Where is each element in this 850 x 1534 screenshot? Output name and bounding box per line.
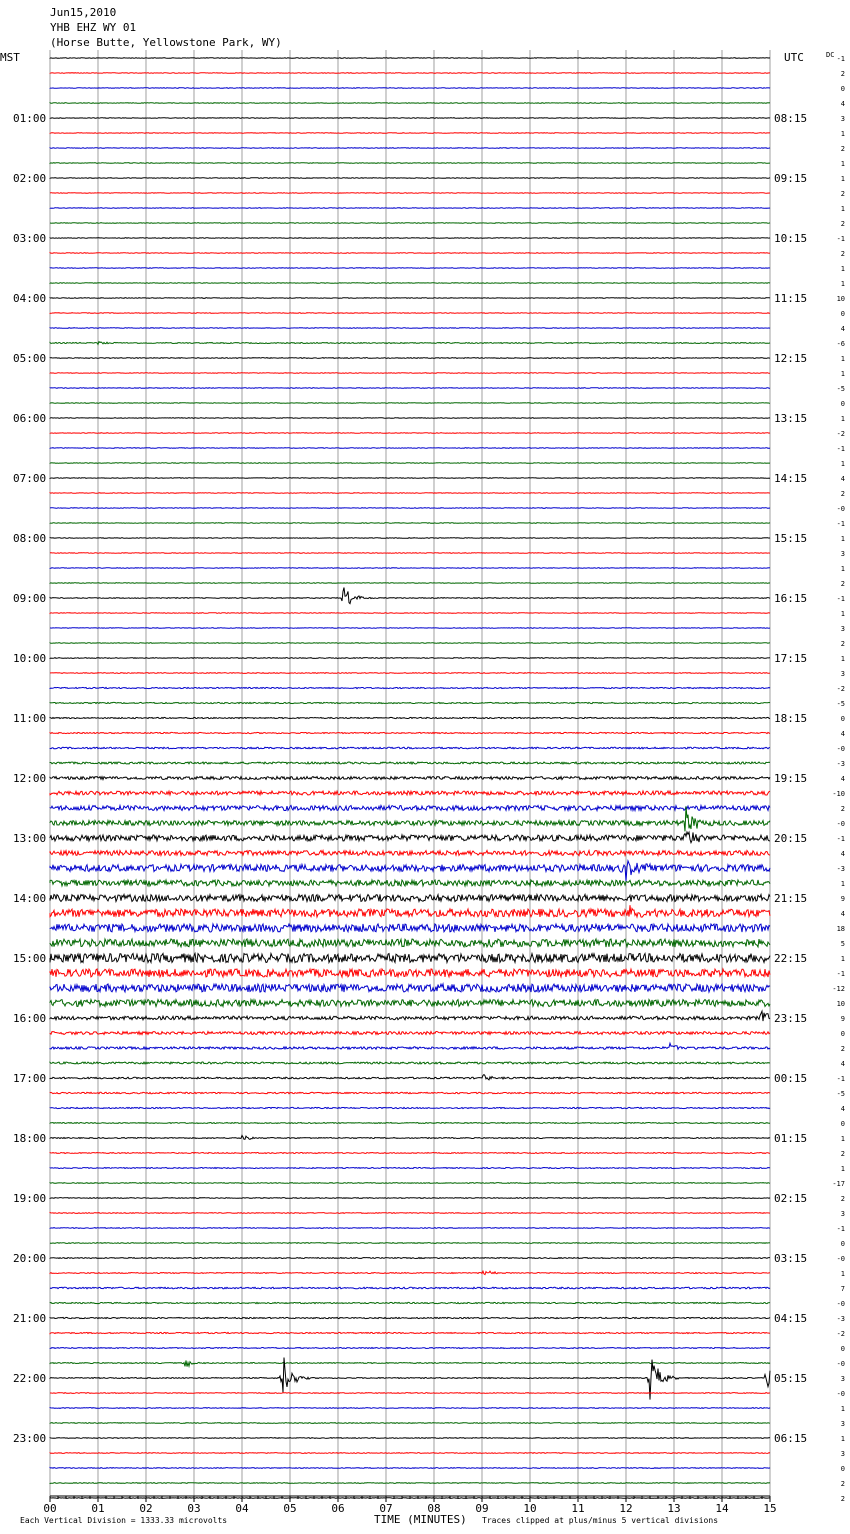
trace-line <box>50 523 770 524</box>
dc-offset-label: -5 <box>836 700 845 708</box>
trace-line <box>50 1135 770 1139</box>
dc-offset-label: 0 <box>840 1120 845 1128</box>
dc-offset-label: 1 <box>840 880 845 888</box>
dc-offset-label: 1 <box>840 1165 845 1173</box>
dc-offset-label: 1 <box>840 460 845 468</box>
x-tick-label: 12 <box>619 1502 633 1515</box>
right-hour-label: 09:15 <box>774 172 808 185</box>
dc-label: DC <box>826 51 835 59</box>
trace-line <box>50 939 770 947</box>
left-hour-label: 07:00 <box>13 472 47 485</box>
left-hour-label: 01:00 <box>13 112 47 125</box>
dc-offset-label: 1 <box>840 1435 845 1443</box>
footer-clip: Traces clipped at plus/minus 5 vertical divisions <box>482 1516 719 1525</box>
right-hour-label: 06:15 <box>774 1432 808 1445</box>
dc-offset-label: 1 <box>840 355 845 363</box>
left-hour-label: 18:00 <box>13 1132 47 1145</box>
trace-line <box>50 673 770 674</box>
trace-line <box>50 1228 770 1229</box>
trace-line <box>50 1123 770 1124</box>
left-hour-label: 21:00 <box>13 1312 47 1325</box>
right-hour-label: 15:15 <box>774 532 808 545</box>
trace-line <box>50 508 770 509</box>
dc-offset-label: -0 <box>836 1360 845 1368</box>
dc-offset-label: 2 <box>840 220 845 228</box>
trace-line <box>50 538 770 539</box>
trace-line <box>50 1468 770 1469</box>
trace-line <box>50 895 770 902</box>
trace-line <box>50 1423 770 1424</box>
trace-line <box>50 1393 770 1394</box>
dc-offset-label: 0 <box>840 715 845 723</box>
dc-offset-label: 3 <box>840 625 845 633</box>
trace-line <box>50 1453 770 1454</box>
dc-offset-label: 4 <box>840 775 845 783</box>
trace-line <box>50 298 770 299</box>
left-hour-label: 15:00 <box>13 952 47 965</box>
trace-line <box>50 358 770 359</box>
right-hour-label: 11:15 <box>774 292 808 305</box>
right-hour-label: 03:15 <box>774 1252 808 1265</box>
dc-offset-label: 0 <box>840 1030 845 1038</box>
dc-offset-label: 1 <box>840 175 845 183</box>
dc-offset-label: -1 <box>836 970 845 978</box>
dc-offset-label: -1 <box>836 55 845 63</box>
dc-offset-label: -17 <box>832 1180 845 1188</box>
trace-line <box>50 1360 770 1366</box>
trace-line <box>50 851 770 856</box>
dc-offset-label: 2 <box>840 70 845 78</box>
dc-offset-label: -1 <box>836 520 845 528</box>
trace-line <box>50 373 770 374</box>
right-hour-label: 04:15 <box>774 1312 808 1325</box>
dc-offset-label: -6 <box>836 340 845 348</box>
trace-line <box>50 984 770 992</box>
dc-offset-label: 0 <box>840 1465 845 1473</box>
trace-line <box>50 832 770 843</box>
trace-line <box>50 1000 770 1007</box>
trace-line <box>50 1011 770 1021</box>
trace-line <box>50 223 770 224</box>
right-hour-label: 10:15 <box>774 232 808 245</box>
dc-offset-label: -0 <box>836 505 845 513</box>
dc-offset-label: -3 <box>836 1315 845 1323</box>
x-tick-label: 07 <box>379 1502 393 1515</box>
right-hour-label: 22:15 <box>774 952 808 965</box>
x-tick-label: 11 <box>571 1502 585 1515</box>
dc-offset-label: 1 <box>840 265 845 273</box>
dc-offset-label: -0 <box>836 1255 845 1263</box>
dc-offset-label: -0 <box>836 820 845 828</box>
dc-offset-label: 10 <box>836 1000 845 1008</box>
trace-line <box>50 1092 770 1093</box>
right-hour-label: 12:15 <box>774 352 808 365</box>
right-hour-label: 00:15 <box>774 1072 808 1085</box>
trace-line <box>50 777 770 780</box>
dc-offset-label: -10 <box>832 790 845 798</box>
left-hour-label: 04:00 <box>13 292 47 305</box>
dc-offset-label: 2 <box>840 1480 845 1488</box>
dc-offset-label: 3 <box>840 1375 845 1383</box>
dc-offset-label: -0 <box>836 1390 845 1398</box>
header-date: Jun15,2010 <box>50 6 117 19</box>
trace-line <box>50 253 770 254</box>
trace-line <box>50 1438 770 1439</box>
trace-line <box>50 1043 770 1049</box>
dc-offset-label: -1 <box>836 235 845 243</box>
trace-line <box>50 1168 770 1169</box>
dc-offset-label: 7 <box>840 1285 845 1293</box>
trace-line <box>50 568 770 569</box>
left-hour-label: 06:00 <box>13 412 47 425</box>
trace-line <box>50 313 770 314</box>
right-hour-label: 20:15 <box>774 832 808 845</box>
left-hour-label: 22:00 <box>13 1372 47 1385</box>
trace-line <box>50 1287 770 1289</box>
left-hour-label: 20:00 <box>13 1252 47 1265</box>
dc-offset-label: 1 <box>840 1135 845 1143</box>
trace-line <box>50 1243 770 1244</box>
trace-line <box>50 1258 770 1259</box>
dc-offset-label: 4 <box>840 910 845 918</box>
trace-line <box>50 133 770 134</box>
right-hour-label: 18:15 <box>774 712 808 725</box>
trace-line <box>50 193 770 194</box>
trace-line <box>50 1153 770 1154</box>
dc-offset-label: 2 <box>840 490 845 498</box>
trace-line <box>50 791 770 795</box>
dc-offset-label: 4 <box>840 1105 845 1113</box>
dc-offset-label: 3 <box>840 1210 845 1218</box>
trace-line <box>50 178 770 179</box>
dc-offset-label: 3 <box>840 550 845 558</box>
right-hour-label: 21:15 <box>774 892 808 905</box>
trace-line <box>50 717 770 718</box>
left-hour-label: 13:00 <box>13 832 47 845</box>
footer-scale: Each Vertical Division = 1333.33 microvolts <box>20 1516 228 1525</box>
right-hour-label: 19:15 <box>774 772 808 785</box>
trace-line <box>50 553 770 554</box>
trace-line <box>50 163 770 164</box>
trace-line <box>50 88 770 89</box>
trace-line <box>50 433 770 434</box>
dc-offset-label: 1 <box>840 655 845 663</box>
dc-offset-label: 2 <box>840 640 845 648</box>
trace-line <box>50 208 770 209</box>
dc-offset-label: -1 <box>836 1225 845 1233</box>
right-hour-label: 02:15 <box>774 1192 808 1205</box>
trace-line <box>50 283 770 284</box>
dc-offset-label: -1 <box>836 445 845 453</box>
dc-offset-label: 1 <box>840 280 845 288</box>
right-hour-label: 13:15 <box>774 412 808 425</box>
dc-offset-label: 2 <box>840 250 845 258</box>
dc-offset-label: 2 <box>840 580 845 588</box>
x-axis-title: TIME (MINUTES) <box>374 1513 467 1526</box>
dc-offset-label: 1 <box>840 415 845 423</box>
dc-offset-label: -5 <box>836 385 845 393</box>
dc-offset-label: 2 <box>840 1495 845 1503</box>
dc-offset-label: 9 <box>840 895 845 903</box>
dc-offset-label: 1 <box>840 955 845 963</box>
trace-line <box>50 702 770 703</box>
trace-line <box>50 1483 770 1484</box>
dc-offset-label: 3 <box>840 670 845 678</box>
trace-line <box>50 1198 770 1199</box>
trace-line <box>50 762 770 764</box>
left-hour-label: 11:00 <box>13 712 47 725</box>
dc-offset-label: 0 <box>840 85 845 93</box>
right-hour-label: 14:15 <box>774 472 808 485</box>
trace-line <box>50 880 770 886</box>
trace-line <box>50 687 770 688</box>
trace-line <box>50 954 770 963</box>
right-hour-label: 01:15 <box>774 1132 808 1145</box>
dc-offset-label: 2 <box>840 1150 845 1158</box>
dc-offset-label: 5 <box>840 940 845 948</box>
dc-offset-label: 18 <box>836 925 845 933</box>
trace-line <box>50 103 770 104</box>
trace-group <box>50 58 770 1499</box>
x-tick-label: 15 <box>763 1502 777 1515</box>
dc-offset-label: 3 <box>840 115 845 123</box>
utc-label: UTC <box>784 51 804 64</box>
trace-line <box>50 1332 770 1333</box>
x-tick-label: 13 <box>667 1502 681 1515</box>
dc-offset-label: 0 <box>840 400 845 408</box>
trace-line <box>50 1348 770 1349</box>
x-tick-label: 02 <box>139 1502 153 1515</box>
right-hour-label: 05:15 <box>774 1372 808 1385</box>
left-hour-label: 14:00 <box>13 892 47 905</box>
dc-offset-label: 2 <box>840 805 845 813</box>
dc-offset-label: 4 <box>840 730 845 738</box>
dc-offset-label: 1 <box>840 205 845 213</box>
x-tick-label: 14 <box>715 1502 729 1515</box>
trace-line <box>50 806 770 831</box>
left-hour-label: 17:00 <box>13 1072 47 1085</box>
trace-line <box>50 969 770 977</box>
dc-offset-label: 3 <box>840 1420 845 1428</box>
dc-offset-label: 1 <box>840 370 845 378</box>
dc-offset-label: -12 <box>832 985 845 993</box>
dc-offset-label: 1 <box>840 610 845 618</box>
left-hour-label: 02:00 <box>13 172 47 185</box>
dc-offset-label: -1 <box>836 1075 845 1083</box>
dc-offset-label: -5 <box>836 1090 845 1098</box>
dc-offset-label: 4 <box>840 325 845 333</box>
trace-line <box>50 643 770 644</box>
dc-offset-label: 4 <box>840 100 845 108</box>
dc-offset-label: 0 <box>840 1345 845 1353</box>
trace-line <box>50 658 770 659</box>
dc-offset-label: 2 <box>840 1045 845 1053</box>
x-tick-label: 00 <box>43 1502 57 1515</box>
trace-line <box>50 388 770 389</box>
left-hour-label: 08:00 <box>13 532 47 545</box>
trace-line <box>50 1183 770 1184</box>
dc-offset-label: -2 <box>836 1330 845 1338</box>
right-hour-label: 08:15 <box>774 112 808 125</box>
header-station: YHB EHZ WY 01 <box>50 21 137 34</box>
grid <box>50 50 770 1496</box>
dc-offset-label: 4 <box>840 850 845 858</box>
trace-line <box>50 1107 770 1108</box>
trace-line <box>50 1062 770 1064</box>
trace-line <box>50 588 770 604</box>
x-tick-label: 06 <box>331 1502 345 1515</box>
mst-label: MST <box>0 51 20 64</box>
trace-line <box>50 238 770 239</box>
trace-line <box>50 747 770 749</box>
trace-line <box>50 58 770 59</box>
trace-line <box>50 118 770 119</box>
trace-line <box>50 732 770 733</box>
dc-offset-label: 0 <box>840 310 845 318</box>
trace-line <box>50 418 770 419</box>
trace-line <box>50 861 770 881</box>
dc-offset-label: -0 <box>836 745 845 753</box>
dc-offset-label: 3 <box>840 1450 845 1458</box>
x-tick-label: 01 <box>91 1502 105 1515</box>
left-hour-label: 10:00 <box>13 652 47 665</box>
trace-line <box>50 905 770 917</box>
header-location: (Horse Butte, Yellowstone Park, WY) <box>50 36 282 49</box>
trace-line <box>50 1302 770 1303</box>
left-hour-label: 19:00 <box>13 1192 47 1205</box>
x-tick-label: 10 <box>523 1502 537 1515</box>
dc-offset-label: -3 <box>836 865 845 873</box>
x-tick-label: 05 <box>283 1502 297 1515</box>
trace-line <box>50 73 770 74</box>
trace-line <box>50 613 770 614</box>
dc-offset-label: 2 <box>840 145 845 153</box>
trace-line <box>50 628 770 629</box>
left-hour-label: 03:00 <box>13 232 47 245</box>
dc-offset-label: 4 <box>840 1060 845 1068</box>
trace-line <box>50 1271 770 1274</box>
trace-line <box>50 493 770 494</box>
trace-line <box>50 148 770 149</box>
right-hour-label: 16:15 <box>774 592 808 605</box>
dc-offset-label: 1 <box>840 160 845 168</box>
trace-line <box>50 1408 770 1409</box>
trace-line <box>50 806 770 811</box>
trace-line <box>50 583 770 584</box>
dc-offset-label: 1 <box>840 565 845 573</box>
trace-line <box>50 1317 770 1318</box>
trace-line <box>50 342 770 345</box>
left-hour-label: 23:00 <box>13 1432 47 1445</box>
dc-offset-label: -0 <box>836 1300 845 1308</box>
dc-offset-label: -3 <box>836 760 845 768</box>
right-hour-label: 23:15 <box>774 1012 808 1025</box>
trace-line <box>50 448 770 449</box>
dc-offset-label: -1 <box>836 835 845 843</box>
trace-line <box>50 1213 770 1214</box>
dc-offset-label: 10 <box>836 295 845 303</box>
dc-offset-label: 9 <box>840 1015 845 1023</box>
dc-offset-label: -2 <box>836 685 845 693</box>
trace-line <box>50 1032 770 1035</box>
trace-line <box>50 924 770 932</box>
dc-offset-label: 4 <box>840 475 845 483</box>
dc-offset-label: 1 <box>840 130 845 138</box>
left-hour-label: 16:00 <box>13 1012 47 1025</box>
x-tick-label: 03 <box>187 1502 201 1515</box>
trace-line <box>50 463 770 464</box>
trace-line <box>50 268 770 269</box>
right-hour-label: 17:15 <box>774 652 808 665</box>
x-tick-label: 09 <box>475 1502 489 1515</box>
trace-line <box>50 1075 770 1080</box>
dc-offset-label: -1 <box>836 595 845 603</box>
trace-line <box>50 328 770 329</box>
x-tick-label: 04 <box>235 1502 249 1515</box>
x-tick-label: 08 <box>427 1502 441 1515</box>
left-hour-label: 12:00 <box>13 772 47 785</box>
left-hour-label: 09:00 <box>13 592 47 605</box>
dc-offset-label: -2 <box>836 430 845 438</box>
dc-offset-label: 2 <box>840 1195 845 1203</box>
dc-offset-label: 0 <box>840 1240 845 1248</box>
trace-line <box>50 478 770 479</box>
trace-line <box>50 403 770 404</box>
dc-offset-label: 1 <box>840 1405 845 1413</box>
dc-offset-label: 1 <box>840 535 845 543</box>
left-hour-label: 05:00 <box>13 352 47 365</box>
dc-offset-label: 2 <box>840 190 845 198</box>
dc-offset-label: 1 <box>840 1270 845 1278</box>
